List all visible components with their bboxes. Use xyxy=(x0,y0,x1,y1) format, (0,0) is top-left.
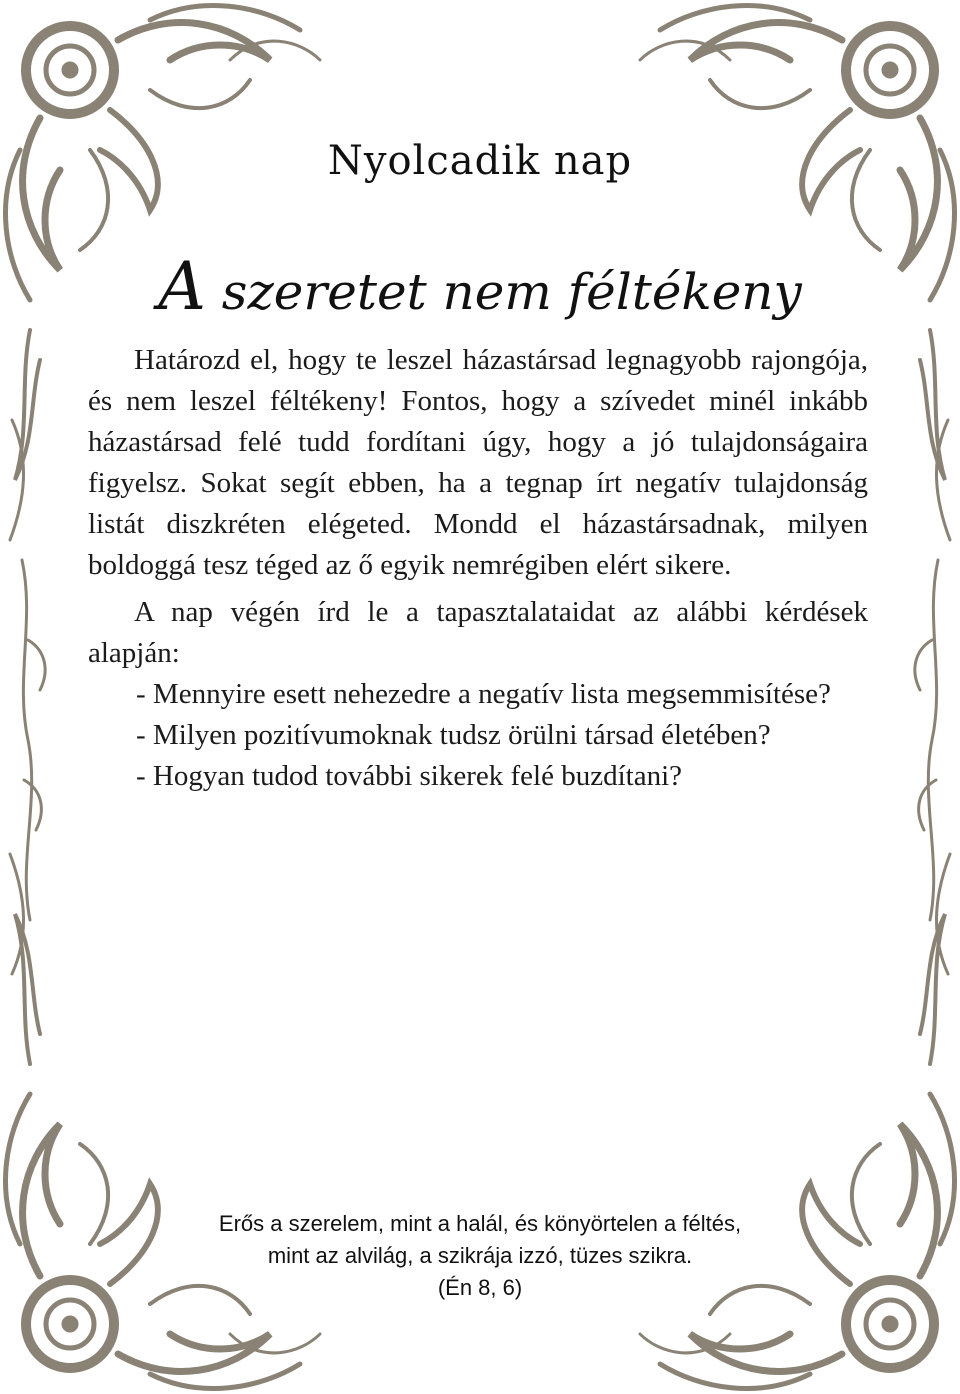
question-item: - Milyen pozitívumoknak tudsz örülni társad életében? xyxy=(136,719,771,751)
corner-ornament-bottom-right xyxy=(640,854,954,1388)
bible-quote xyxy=(0,1208,960,1304)
quote-line: Erős a szerelem, mint a halál, és könyörtelen a féltés, xyxy=(218,1211,742,1236)
corner-ornament-bottom-left xyxy=(6,854,320,1388)
title-initial: A xyxy=(158,248,206,325)
question-list xyxy=(88,674,868,797)
title-rest: szeretet nem féltékeny xyxy=(205,263,802,321)
quote-reference: (Én 8, 6) xyxy=(437,1275,523,1300)
question-item: - Hogyan tudod további sikerek felé buzdítani? xyxy=(136,760,683,792)
question-item: - Mennyire esett nehezedre a negatív lista megsemmisítése? xyxy=(136,678,831,710)
page-title xyxy=(0,248,960,325)
page-heading: Nyolcadik nap xyxy=(327,138,633,184)
quote-line: mint az alvilág, a szikrája izzó, tüzes szikra. xyxy=(267,1243,693,1268)
side-vine-right xyxy=(915,560,938,920)
paragraph-1: Határozd el, hogy te leszel házastársad legnagyobb rajongója, és nem leszel féltékeny! Fontos, hogy a szívedet minél inkább házastársad felé tudd fordítani úgy, hogy a jó tulajdonságaira figyelsz. Sokat segít ebben, ha a tegnap írt negatív tulajdonság listát diszkréten elégeted. Mondd el házastársadnak, milyen boldoggá tesz téged az ő egyik nemrégiben elért sikere. xyxy=(88,344,868,581)
side-vine-left xyxy=(22,560,45,920)
paragraph-2: A nap végén írd le a tapasztalataidat az alábbi kérdések alapján: xyxy=(88,596,868,669)
body-text xyxy=(88,340,868,797)
